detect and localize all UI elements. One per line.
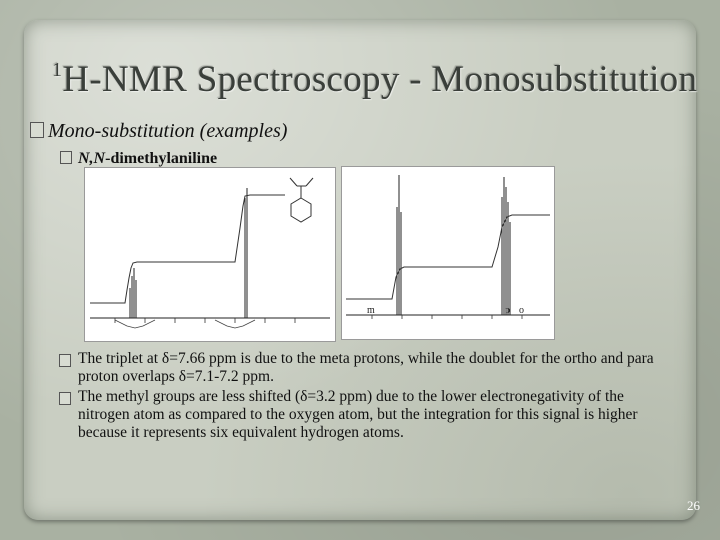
nmr-aromatic-zoom-image xyxy=(341,166,555,340)
title-superscript: 1 xyxy=(52,58,63,81)
compound-prefix: N,N xyxy=(78,150,106,167)
bullet-mono-substitution-text: Mono-substitution (examples) xyxy=(48,120,288,142)
slide-title xyxy=(52,58,698,101)
zoom-label-o: o xyxy=(519,305,524,316)
paragraph-triplet-text: The triplet at δ=7.66 ppm is due to the meta protons, while the doublet for the ortho and para proton overlaps δ=7.1-7.2 ppm. xyxy=(78,350,654,385)
bullet-mono-substitution xyxy=(30,120,287,143)
zoom-label-m: m xyxy=(367,305,375,316)
paragraph-triplet xyxy=(78,350,678,386)
title-text: H-NMR Spectroscopy - Monosubstitution xyxy=(62,59,698,100)
compound-name: -dimethylaniline xyxy=(105,150,218,167)
page-number: 26 xyxy=(687,498,700,513)
paragraph-methyl-text: The methyl groups are less shifted (δ=3.2 ppm) due to the lower electronegativity of the nitrogen atom as compared to the oxygen atom, but the integration for this signal is higher because it represents six equivalent hydrogen atoms. xyxy=(78,388,638,441)
bullet-box-icon xyxy=(59,392,71,405)
zoom-label-p: p xyxy=(505,305,510,316)
nmr-full-spectrum-image xyxy=(84,167,336,342)
bullet-box-icon xyxy=(59,354,71,367)
bullet-dimethylaniline xyxy=(60,150,217,168)
bullet-box-icon xyxy=(60,151,72,164)
paragraph-methyl xyxy=(78,388,678,442)
bullet-box-icon xyxy=(30,122,44,138)
